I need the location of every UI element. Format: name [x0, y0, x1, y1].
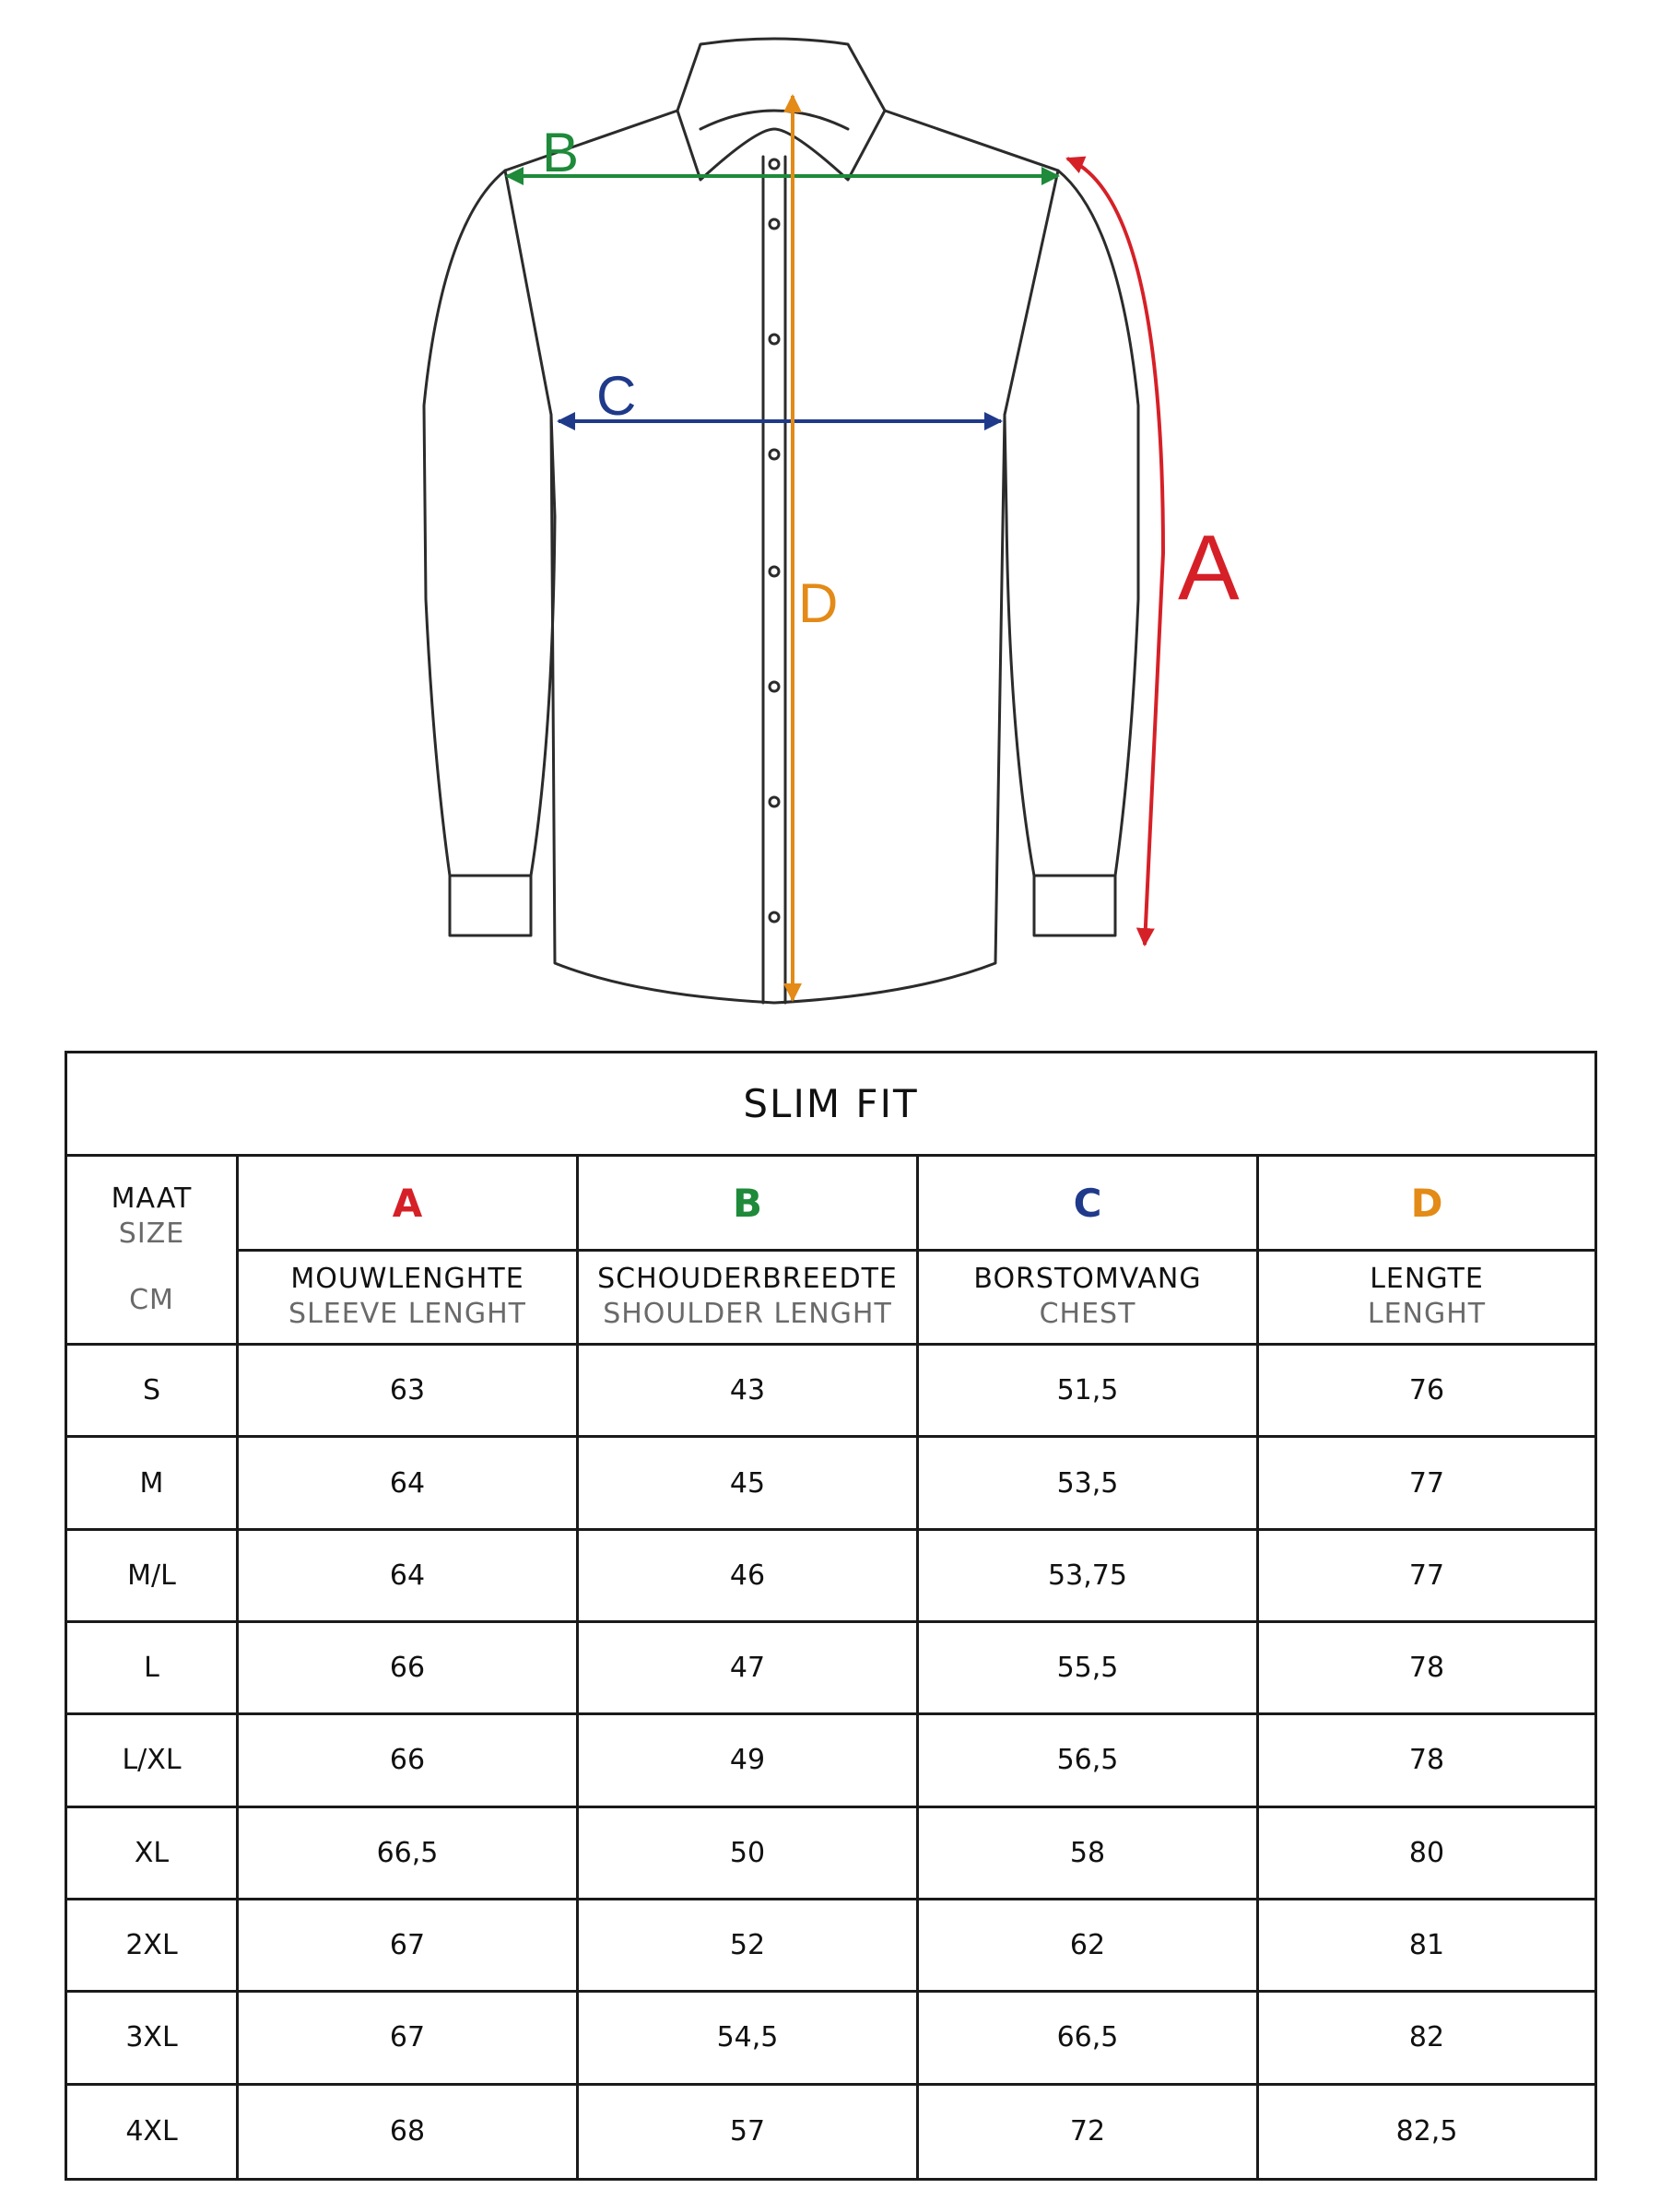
column-label-en: CHEST — [1039, 1298, 1136, 1331]
value-cell-a: 66 — [238, 1622, 578, 1714]
table-row — [66, 1899, 1596, 1991]
column-letter-a: A — [238, 1156, 578, 1250]
label-d: D — [798, 572, 839, 634]
value-cell-d: 81 — [1258, 1899, 1596, 1991]
value-cell-d: 82,5 — [1258, 2084, 1596, 2180]
value-cell-d: 77 — [1258, 1437, 1596, 1529]
size-cell: S — [66, 1345, 238, 1437]
value-cell-b: 52 — [578, 1899, 918, 1991]
value-cell-c: 72 — [918, 2084, 1258, 2180]
shirt-collar — [677, 39, 885, 180]
value-cell-d: 77 — [1258, 1529, 1596, 1621]
left-sleeve — [424, 171, 555, 935]
column-label-en: LENGHT — [1367, 1298, 1487, 1331]
table-row — [66, 1714, 1596, 1806]
shirt-body — [505, 111, 1058, 1003]
table-row — [66, 1806, 1596, 1899]
shirt-outline — [424, 39, 1138, 1003]
size-cell: XL — [66, 1806, 238, 1899]
value-cell-a: 66 — [238, 1714, 578, 1806]
unit-label: CM — [129, 1284, 174, 1317]
right-sleeve — [1005, 171, 1138, 935]
table-row — [66, 1992, 1596, 2084]
value-cell-b: 45 — [578, 1437, 918, 1529]
value-cell-c: 56,5 — [918, 1714, 1258, 1806]
value-cell-b: 46 — [578, 1529, 918, 1621]
table-title: SLIM FIT — [66, 1053, 1596, 1156]
value-cell-a: 63 — [238, 1345, 578, 1437]
value-cell-d: 80 — [1258, 1806, 1596, 1899]
value-cell-c: 51,5 — [918, 1345, 1258, 1437]
column-label-c — [918, 1250, 1258, 1344]
value-cell-c: 62 — [918, 1899, 1258, 1991]
value-cell-c: 66,5 — [918, 1992, 1258, 2084]
size-cell: 3XL — [66, 1992, 238, 2084]
value-cell-a: 67 — [238, 1899, 578, 1991]
value-cell-b: 43 — [578, 1345, 918, 1437]
size-chart-table — [65, 1051, 1597, 2181]
column-letter-b: B — [578, 1156, 918, 1250]
column-label-nl: MOUWLENGHTE — [290, 1263, 524, 1296]
label-a: A — [1178, 516, 1240, 619]
size-header-en: SIZE — [118, 1218, 185, 1251]
label-b: B — [542, 122, 580, 183]
value-cell-a: 64 — [238, 1437, 578, 1529]
size-header-nl: MAAT — [111, 1182, 193, 1216]
table-row — [66, 2084, 1596, 2180]
value-cell-b: 50 — [578, 1806, 918, 1899]
size-cell: L/XL — [66, 1714, 238, 1806]
value-cell-a: 66,5 — [238, 1806, 578, 1899]
size-cell: M/L — [66, 1529, 238, 1621]
value-cell-c: 53,75 — [918, 1529, 1258, 1621]
size-cell: L — [66, 1622, 238, 1714]
value-cell-c: 55,5 — [918, 1622, 1258, 1714]
value-cell-a: 64 — [238, 1529, 578, 1621]
collar-band — [700, 111, 848, 129]
shirt-measurement-diagram — [0, 0, 1659, 1023]
column-label-en: SLEEVE LENGHT — [288, 1298, 526, 1331]
column-label-en: SHOULDER LENGHT — [603, 1298, 892, 1331]
column-label-nl: BORSTOMVANG — [973, 1263, 1202, 1296]
size-column-header — [66, 1156, 238, 1345]
size-cell: 2XL — [66, 1899, 238, 1991]
column-label-nl: SCHOUDERBREEDTE — [597, 1263, 898, 1296]
table-row — [66, 1622, 1596, 1714]
table-row — [66, 1529, 1596, 1621]
column-label-a — [238, 1250, 578, 1344]
value-cell-d: 82 — [1258, 1992, 1596, 2084]
table-row — [66, 1437, 1596, 1529]
value-cell-d: 76 — [1258, 1345, 1596, 1437]
value-cell-a: 68 — [238, 2084, 578, 2180]
value-cell-d: 78 — [1258, 1622, 1596, 1714]
value-cell-b: 49 — [578, 1714, 918, 1806]
value-cell-c: 53,5 — [918, 1437, 1258, 1529]
column-letter-c: C — [918, 1156, 1258, 1250]
size-cell: M — [66, 1437, 238, 1529]
label-c: C — [596, 365, 637, 427]
shirt-buttons — [770, 159, 779, 922]
column-label-d — [1258, 1250, 1596, 1344]
table-row — [66, 1345, 1596, 1437]
column-letter-d: D — [1258, 1156, 1596, 1250]
value-cell-a: 67 — [238, 1992, 578, 2084]
size-cell: 4XL — [66, 2084, 238, 2180]
value-cell-b: 47 — [578, 1622, 918, 1714]
value-cell-c: 58 — [918, 1806, 1258, 1899]
value-cell-b: 54,5 — [578, 1992, 918, 2084]
column-label-nl: LENGTE — [1370, 1263, 1484, 1296]
column-label-b — [578, 1250, 918, 1344]
value-cell-b: 57 — [578, 2084, 918, 2180]
value-cell-d: 78 — [1258, 1714, 1596, 1806]
